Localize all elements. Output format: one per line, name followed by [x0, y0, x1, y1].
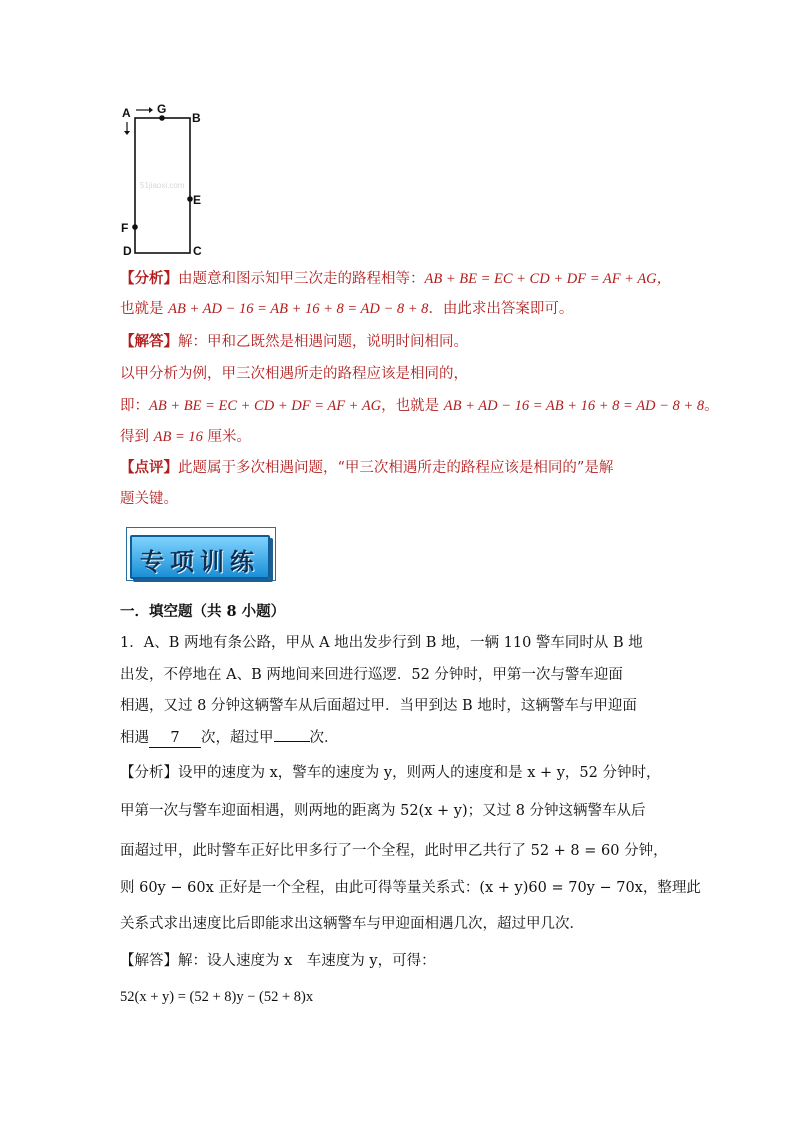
arrow-down-icon — [124, 131, 130, 135]
analysis1-text: 由题意和图示知甲三次走的路程相等： — [178, 271, 425, 287]
answer1-line2: 以甲分析为例，甲三次相遇所走的路程应该是相同的， — [120, 366, 468, 382]
label-a: A — [122, 106, 131, 120]
answer1-line4-math: AB = 16 — [153, 429, 203, 445]
answer1-line4-text1: 得到 — [120, 429, 154, 445]
q1-line4-mid: 次，超过甲 — [201, 730, 274, 746]
point-e — [187, 196, 193, 202]
comment1-line1 — [120, 459, 613, 477]
q1-line4-pre: 相遇 — [120, 730, 149, 746]
answer1-line4 — [120, 428, 251, 446]
label-f: F — [121, 221, 129, 235]
label-d: D — [123, 244, 132, 258]
figure-watermark: 51jiaoxi.com — [140, 181, 185, 190]
analysis2-line2: 甲第一次与警车迎面相遇，则两地的距离为 52(x + y)；又过 8 分钟这辆警车从后 — [120, 803, 646, 819]
section-title: 一．填空题（共 8 小题） — [120, 603, 286, 620]
q1-line2: 出发，不停地在 A、B 两地间来回进行巡逻．52 分钟时，甲第一次与警车迎面 — [120, 667, 623, 683]
analysis1-line2-text1: 也就是 — [120, 301, 169, 317]
point-g — [159, 115, 165, 121]
answer1-line1 — [120, 333, 468, 351]
answer2-tag: 【解答】 — [120, 953, 178, 969]
comment1-line2: 题关键。 — [120, 491, 178, 507]
answer1-line3-math2: AB + AD − 16 = AB + 16 + 8 = AD − 8 + 8 — [443, 398, 705, 414]
comment1-tag: 【点评】 — [120, 459, 178, 476]
label-c: C — [193, 244, 202, 258]
analysis1-line2 — [120, 300, 573, 318]
answer1-line4-text2: 厘米。 — [202, 429, 251, 445]
q1-line3: 相遇，又过 8 分钟这辆警车从后面超过甲．当甲到达 B 地时，这辆警车与甲迎面 — [120, 698, 637, 714]
answer1-line3-math1: AB + BE = EC + CD + DF = AF + AG — [149, 398, 382, 414]
label-e: E — [193, 193, 202, 207]
answer1-line3-text2: ，也就是 — [381, 398, 444, 414]
answer1-line3-text1: 即： — [120, 398, 149, 414]
answer1-tag: 【解答】 — [120, 333, 178, 350]
q1-line4 — [120, 729, 339, 748]
answer2-equation: 52(x + y) = (52 + 8)y − (52 + 8)x — [120, 989, 314, 1005]
label-g: G — [157, 102, 167, 116]
analysis1-line1 — [120, 270, 671, 288]
answer1-text: 解：甲和乙既然是相遇问题，说明时间相同。 — [178, 334, 468, 350]
analysis1-line2-text2: ．由此求出答案即可。 — [428, 301, 574, 317]
analysis2-line5: 关系式求出速度比后即能求出这辆警车与甲迎面相遇几次，超过甲几次． — [120, 916, 584, 932]
answer2-text: 解：设人速度为 x 车速度为 y，可得： — [178, 953, 436, 969]
analysis2-tag: 【分析】 — [120, 765, 178, 781]
arrow-right-icon — [149, 107, 153, 113]
analysis2-line1 — [120, 764, 661, 782]
answer-blank-2 — [274, 741, 310, 742]
answer1-line3 — [120, 397, 719, 415]
comment1-text: 此题属于多次相遇问题，“甲三次相遇所走的路程应该是相同的”是解 — [178, 460, 614, 476]
analysis2-line4: 则 60y − 60x 正好是一个全程，由此可得等量关系式：(x + y)60 = 70y − 70x，整理此 — [120, 880, 701, 896]
answer-blank-1: 7 — [149, 729, 201, 748]
banner-box — [130, 535, 270, 579]
rectangle-diagram-svg — [112, 98, 222, 263]
analysis2-text: 设甲的速度为 x，警车的速度为 y，则两人的速度和是 x + y，52 分钟时， — [178, 765, 661, 781]
label-b: B — [192, 111, 201, 125]
point-f — [132, 224, 138, 230]
analysis1-line2-math: AB + AD − 16 = AB + 16 + 8 = AD − 8 + 8 — [168, 301, 429, 317]
answer2-line1 — [120, 952, 436, 970]
q1-line1: 1．A、B 两地有条公路，甲从 A 地出发步行到 B 地，一辆 110 警车同时从 B 地 — [120, 635, 643, 651]
q1-line4-post: 次． — [309, 730, 339, 746]
rectangle-diagram — [112, 98, 222, 263]
analysis1-tag: 【分析】 — [120, 270, 178, 287]
banner-title: 专项训练 — [140, 547, 260, 576]
section-banner — [126, 527, 278, 582]
answer1-line3-text3: 。 — [704, 398, 719, 414]
analysis1-math: AB + BE = EC + CD + DF = AF + AG， — [424, 271, 672, 287]
analysis2-line3: 面超过甲，此时警车正好比甲多行了一个全程，此时甲乙共行了 52 + 8 = 60 分钟， — [120, 843, 668, 859]
